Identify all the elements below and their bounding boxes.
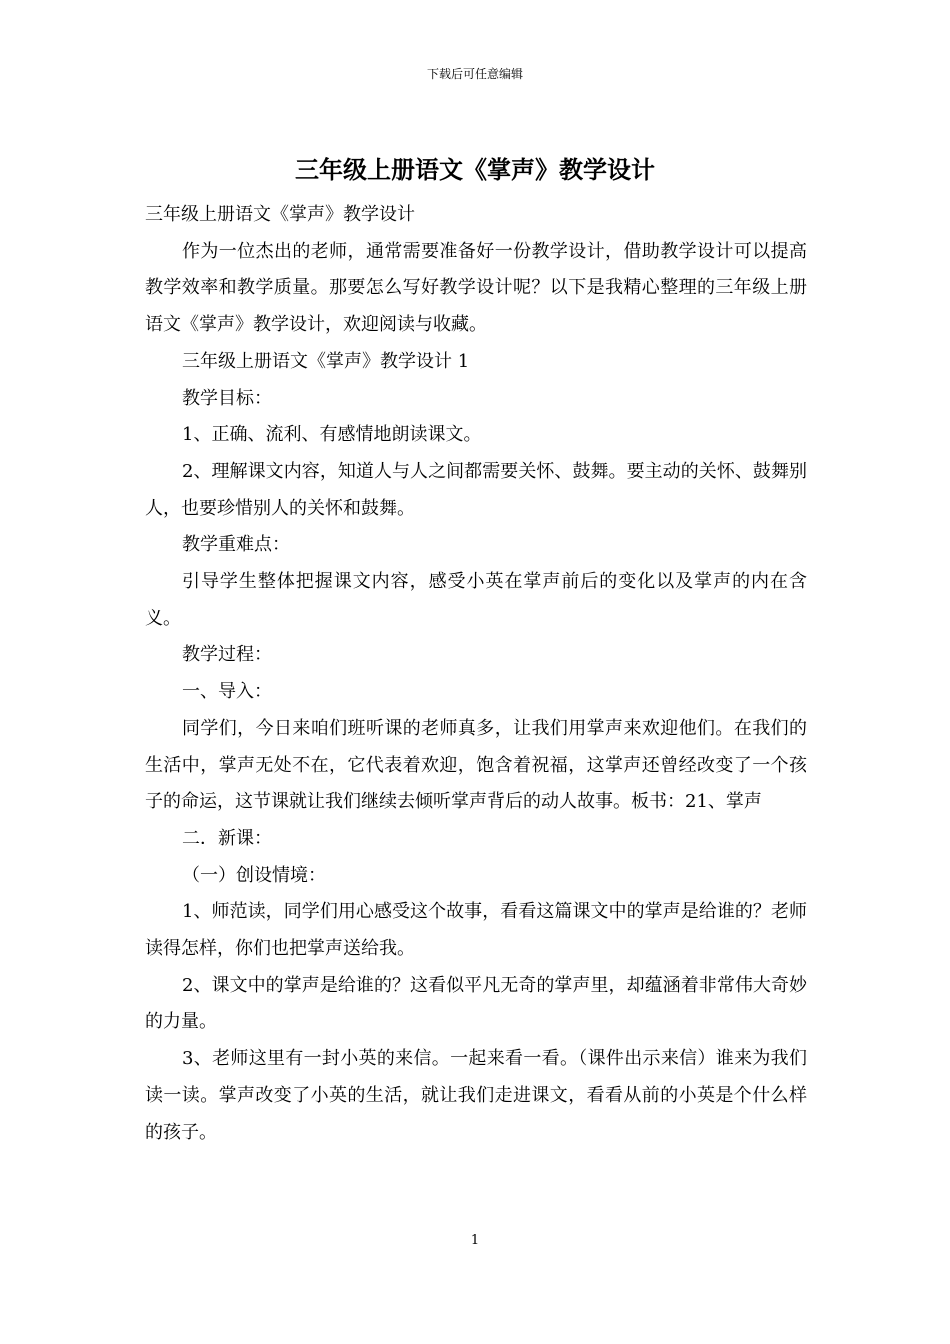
paragraph: 2、课文中的掌声是给谁的？这看似平凡无奇的掌声里，却蕴涵着非常伟大奇妙的力量。: [145, 974, 807, 1033]
page-number: 1: [470, 1233, 480, 1248]
paragraph: 2、理解课文内容，知道人与人之间都需要关怀、鼓舞。要主动的关怀、鼓舞别人，也要珍惜别人的关怀和鼓舞。: [145, 460, 807, 519]
paragraph: （一）创设情境：: [182, 864, 326, 886]
paragraph: 教学重难点：: [182, 534, 290, 556]
paragraph: 1、师范读，同学们用心感受这个故事，看看这篇课文中的掌声是给谁的？老师读得怎样，你们也把掌声送给我。: [145, 901, 807, 960]
section-heading: 三年级上册语文《掌声》教学设计 1: [182, 350, 470, 372]
document-body: [145, 197, 807, 1151]
paragraph: 1、正确、流利、有感情地朗读课文。: [182, 424, 482, 446]
paragraph: 教学目标：: [182, 387, 272, 409]
paragraph: 一、导入：: [182, 681, 272, 703]
paragraph: 引导学生整体把握课文内容，感受小英在掌声前后的变化以及掌声的内在含义。: [145, 571, 807, 629]
paragraph: 三年级上册语文《掌声》教学设计: [145, 204, 415, 225]
page-header: 下载后可任意编辑: [426, 67, 523, 81]
paragraph: 3、老师这里有一封小英的来信。一起来看一看。（课件出示来信）谁来为我们读一读。掌声改变了小英的生活，就让我们走进课文，看看从前的小英是个什么样的孩子。: [145, 1048, 807, 1143]
paragraph: 作为一位杰出的老师，通常需要准备好一份教学设计，借助教学设计可以提高教学效率和教学质量。那要怎么写好教学设计呢？以下是我精心整理的三年级上册语文《掌声》教学设计，欢迎阅读与收藏。: [145, 240, 807, 336]
paragraph: 二．新课：: [182, 827, 272, 849]
paragraph: 同学们，今日来咱们班听课的老师真多，让我们用掌声来欢迎他们。在我们的生活中，掌声无处不在，它代表着欢迎，饱含着祝福，这掌声还曾经改变了一个孩子的命运，这节课就让我们继续去倾听掌声背后的动人故事。板书：21、掌声: [145, 717, 807, 813]
paragraph: 教学过程：: [182, 644, 272, 666]
document-title: 三年级上册语文《掌声》教学设计: [295, 156, 655, 184]
